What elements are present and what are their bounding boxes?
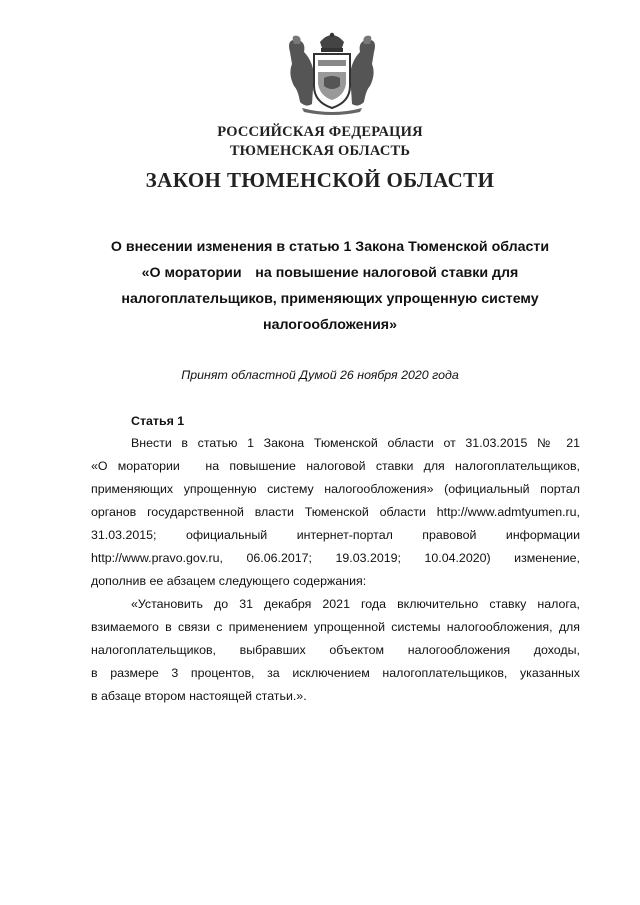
title-line: налогоплательщиков, применяющих упрощенную систему [121, 291, 539, 307]
article-heading: Статья 1 [131, 414, 185, 428]
coat-of-arms-icon [284, 30, 380, 116]
adoption-note: Принят областной Думой 26 ноября 2020 года [181, 368, 459, 382]
paragraph-line: 31.03.2015; официальный интернет-портал правовой информации [91, 528, 580, 542]
country-heading: РОССИЙСКАЯ ФЕДЕРАЦИЯ [217, 124, 423, 140]
paragraph-line: в абзаце втором настоящей статьи.». [91, 689, 307, 703]
paragraph-line: Внести в статью 1 Закона Тюменской области от 31.03.2015 № 21 [131, 436, 580, 450]
paragraph-line: налогоплательщиков, выбравших объектом налогообложения доходы, [91, 643, 580, 657]
paragraph-line: «О мораторииﾠна повышение налоговой ставки для налогоплательщиков, [91, 459, 580, 473]
paragraph-line: «Установить до 31 декабря 2021 года включительно ставку налога, [131, 597, 580, 611]
title-line: «О мораторииﾠна повышение налоговой ставки для [141, 265, 519, 281]
paragraph-line: дополнив ее абзацем следующего содержания: [91, 574, 367, 588]
region-heading: ТЮМЕНСКАЯ ОБЛАСТЬ [229, 143, 411, 159]
paragraph-line: взимаемого в связи с применением упрощенной системы налогообложения, для [91, 620, 580, 634]
paragraph-line: в размере 3 процентов, за исключением налогоплательщиков, указанных [91, 666, 580, 680]
law-type-heading: ЗАКОН ТЮМЕНСКОЙ ОБЛАСТИ [145, 168, 495, 192]
paragraph-line: органов государственной власти Тюменской области http://www.admtyumen.ru, [91, 505, 580, 519]
title-line: О внесении изменения в статью 1 Закона Тюменской области [110, 239, 550, 255]
paragraph-line: применяющих упрощенную систему налогообложения» (официальный портал [91, 482, 580, 496]
title-line: налогообложения» [263, 317, 397, 333]
paragraph-line: http://www.pravo.gov.ru, 06.06.2017; 19.03.2019; 10.04.2020) изменение, [91, 551, 580, 565]
law-title [80, 234, 580, 338]
